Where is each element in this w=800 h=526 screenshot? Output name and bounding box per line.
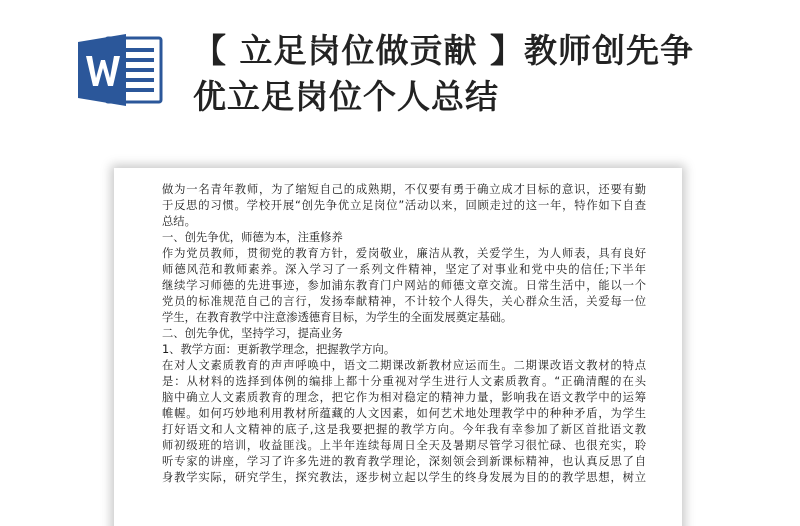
body-line: 在对人文素质教育的声声呼唤中，语文二期课改新教材应运而生。二期课改语文教材的特点 xyxy=(162,359,646,372)
body-line: 帷幄。如何巧妙地利用教材所蕴藏的人文因素，如何艺术地处理教学中的种种矛盾，为学生 xyxy=(162,407,646,420)
body-line: 二、创先争优，坚持学习，提高业务 xyxy=(162,327,343,340)
document-body xyxy=(162,182,646,486)
title-line: 【 立足岗位做贡献 】教师创先争 xyxy=(193,31,694,70)
body-line: 师初级班的培训，收益匪浅。上半年连续每周日全天及暑期尽管学习很忙碌、也很充实，聆 xyxy=(162,439,646,452)
body-line: 脑中确立人文素质教育的理念，把它作为相对稳定的精神力量，影响我在语文教学中的运筹 xyxy=(162,391,646,404)
word-document-icon xyxy=(76,32,164,108)
title-line: 优立足岗位个人总结 xyxy=(193,77,499,116)
body-line: 做为一名青年教师，为了缩短自己的成熟期，不仅要有勇于确立成才目标的意识，还要有勤 xyxy=(162,183,646,196)
body-line: 总结。 xyxy=(162,215,196,228)
body-line: 学生，在教育教学中注意渗透德育目标，为学生的全面发展奠定基础。 xyxy=(162,311,513,324)
body-line: 党员的标准规范自己的言行，发扬奉献精神，不计较个人得失，关心群众生活，关爱每一位 xyxy=(162,295,646,308)
body-line: 打好语文和人文精神的底子,这是我要把握的教学方向。今年我有幸参加了新区首批语文教 xyxy=(162,423,646,436)
body-line: 师德风范和教师素养。深入学习了一系列文件精神，坚定了对事业和党中央的信任;下半年 xyxy=(162,263,646,276)
body-line: 继续学习师德的先进事迹，参加浦东教育门户网站的师德文章交流。日常生活中，能以一个 xyxy=(162,279,646,292)
body-line: 于反思的习惯。学校开展“创先争优立足岗位”活动以来，回顾走过的这一年，特作如下自查 xyxy=(162,199,646,212)
document-title xyxy=(193,28,773,120)
document-page xyxy=(114,168,682,526)
body-line: 是：从材料的选择到体例的编排上都十分重视对学生进行人文素质教育。“正确清醒的在头 xyxy=(162,375,646,388)
body-line: 一、创先争优，师德为本，注重修养 xyxy=(162,231,343,244)
body-line: 身教学实际，研究学生，探究教法，逐步树立起以学生的终身发展为目的的教学思想，树立 xyxy=(162,471,646,484)
body-line: 1、教学方面：更新教学理念，把握教学方向。 xyxy=(162,343,396,356)
body-line: 作为党员教师，贯彻党的教育方针，爱岗敬业，廉洁从教，关爱学生，为人师表，具有良好 xyxy=(162,247,646,260)
body-line: 听专家的讲座，学习了许多先进的教育教学理论，深刻领会到新课标精神，也认真反思了自 xyxy=(162,455,646,468)
